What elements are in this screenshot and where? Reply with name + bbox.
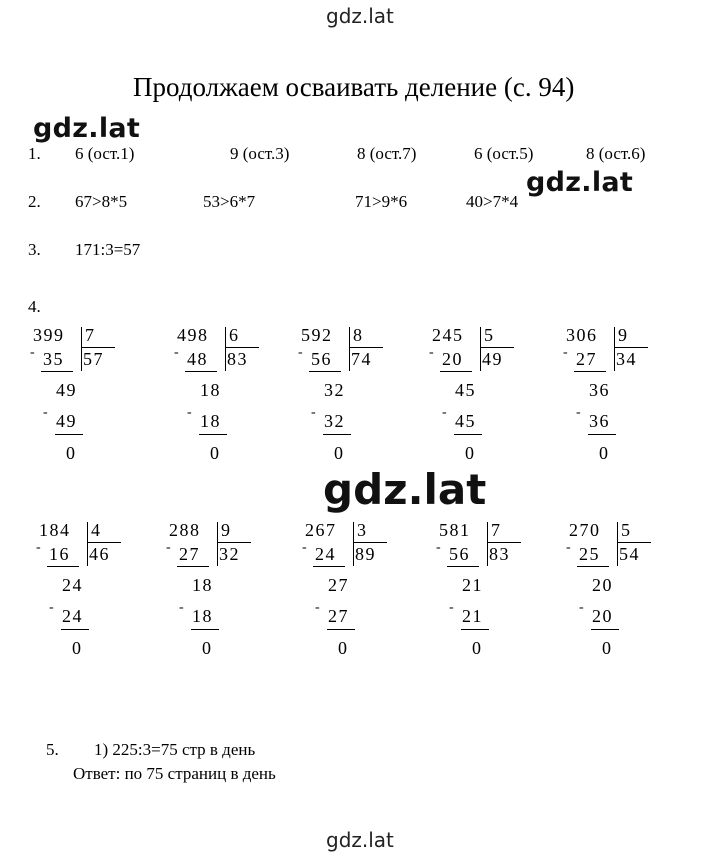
quotient: 54 (619, 544, 640, 564)
task3-text: 171:3=57 (75, 240, 141, 259)
divisor: 5 (484, 325, 495, 345)
divisor-bar (81, 327, 82, 371)
divisor-bar (480, 327, 481, 371)
minus-sign: - (179, 600, 184, 615)
dividend: 306 (566, 325, 598, 345)
subtraction-line (591, 629, 619, 630)
quotient-bar (225, 347, 259, 348)
divisor-bar (617, 522, 618, 566)
minus-sign: - (563, 345, 568, 360)
subtraction-line (327, 629, 355, 630)
remainder: 0 (72, 638, 83, 658)
subtrahend: 56 (449, 544, 470, 564)
partial-remainder: 18 (192, 575, 213, 595)
subtrahend: 27 (576, 349, 597, 369)
dividend: 267 (305, 520, 337, 540)
subtraction-line (55, 434, 83, 435)
task1-item: 8 (ост.7) (357, 144, 417, 163)
task2-item: 53>6*7 (203, 192, 256, 211)
task3-number: 3. (28, 240, 41, 259)
subtraction-line (309, 371, 341, 372)
minus-sign: - (187, 405, 192, 420)
subtrahend: 25 (579, 544, 600, 564)
subtraction-line (323, 434, 351, 435)
divisor-bar (614, 327, 615, 371)
quotient: 32 (219, 544, 240, 564)
watermark-left: gdz.lat (33, 113, 141, 144)
subtraction-line (447, 566, 479, 567)
quotient: 46 (89, 544, 110, 564)
divisor-bar (349, 327, 350, 371)
watermark-top: gdz.lat (326, 4, 394, 28)
minus-sign: - (43, 405, 48, 420)
partial-remainder: 49 (56, 380, 77, 400)
divisor: 4 (91, 520, 102, 540)
task4-number: 4. (28, 297, 41, 316)
subtraction-line (454, 434, 482, 435)
quotient: 34 (616, 349, 637, 369)
divisor: 8 (353, 325, 364, 345)
remainder: 0 (66, 443, 77, 463)
minus-sign: - (166, 540, 171, 555)
watermark-right: gdz.lat (526, 167, 634, 198)
quotient-bar (617, 542, 651, 543)
task2-item: 71>9*6 (355, 192, 408, 211)
quotient-bar (480, 347, 514, 348)
subtrahend: 45 (455, 411, 476, 431)
minus-sign: - (429, 345, 434, 360)
subtraction-line (47, 566, 79, 567)
quotient-bar (217, 542, 251, 543)
task5-number: 5. (46, 740, 59, 759)
divisor: 6 (229, 325, 240, 345)
quotient: 49 (482, 349, 503, 369)
quotient: 57 (83, 349, 104, 369)
dividend: 399 (33, 325, 65, 345)
long-division (436, 520, 529, 660)
subtrahend: 16 (49, 544, 70, 564)
quotient-bar (487, 542, 521, 543)
subtraction-line (61, 629, 89, 630)
subtrahend: 18 (200, 411, 221, 431)
divisor-bar (225, 327, 226, 371)
remainder: 0 (338, 638, 349, 658)
quotient: 74 (351, 349, 372, 369)
dividend: 245 (432, 325, 464, 345)
remainder: 0 (465, 443, 476, 463)
minus-sign: - (298, 345, 303, 360)
subtrahend: 20 (592, 606, 613, 626)
quotient-bar (614, 347, 648, 348)
task1-item: 9 (ост.3) (230, 144, 290, 163)
subtrahend: 27 (328, 606, 349, 626)
task1-item: 8 (ост.6) (586, 144, 646, 163)
remainder: 0 (210, 443, 221, 463)
subtraction-line (185, 371, 217, 372)
task2-item: 67>8*5 (75, 192, 128, 211)
divisor-bar (353, 522, 354, 566)
long-division (298, 325, 391, 465)
watermark-bottom: gdz.lat (326, 828, 394, 852)
quotient-bar (81, 347, 115, 348)
divisor: 7 (85, 325, 96, 345)
long-division (566, 520, 659, 660)
subtrahend: 56 (311, 349, 332, 369)
long-division (166, 520, 259, 660)
subtraction-line (313, 566, 345, 567)
quotient-bar (353, 542, 387, 543)
subtrahend: 18 (192, 606, 213, 626)
minus-sign: - (49, 600, 54, 615)
minus-sign: - (436, 540, 441, 555)
divisor: 7 (491, 520, 502, 540)
remainder: 0 (602, 638, 613, 658)
dividend: 498 (177, 325, 209, 345)
dividend: 592 (301, 325, 333, 345)
watermark-center: gdz.lat (323, 465, 487, 514)
quotient-bar (349, 347, 383, 348)
divisor: 3 (357, 520, 368, 540)
divisor: 9 (618, 325, 629, 345)
task5-answer: Ответ: по 75 страниц в день (73, 764, 276, 783)
task5-line1: 1) 225:3=75 стр в день (94, 740, 256, 759)
divisor: 5 (621, 520, 632, 540)
long-division (36, 520, 129, 660)
subtrahend: 49 (56, 411, 77, 431)
partial-remainder: 45 (455, 380, 476, 400)
divisor-bar (487, 522, 488, 566)
subtraction-line (574, 371, 606, 372)
minus-sign: - (442, 405, 447, 420)
divisor-bar (87, 522, 88, 566)
dividend: 184 (39, 520, 71, 540)
divisor: 9 (221, 520, 232, 540)
subtrahend: 20 (442, 349, 463, 369)
dividend: 581 (439, 520, 471, 540)
quotient-bar (87, 542, 121, 543)
minus-sign: - (311, 405, 316, 420)
subtrahend: 27 (179, 544, 200, 564)
subtrahend: 32 (324, 411, 345, 431)
partial-remainder: 20 (592, 575, 613, 595)
minus-sign: - (576, 405, 581, 420)
partial-remainder: 36 (589, 380, 610, 400)
dividend: 270 (569, 520, 601, 540)
remainder: 0 (202, 638, 213, 658)
subtrahend: 21 (462, 606, 483, 626)
minus-sign: - (315, 600, 320, 615)
partial-remainder: 18 (200, 380, 221, 400)
task2-item: 40>7*4 (466, 192, 519, 211)
minus-sign: - (566, 540, 571, 555)
subtraction-line (199, 434, 227, 435)
divisor-bar (217, 522, 218, 566)
partial-remainder: 32 (324, 380, 345, 400)
subtrahend: 36 (589, 411, 610, 431)
subtrahend: 35 (43, 349, 64, 369)
quotient: 83 (227, 349, 248, 369)
subtraction-line (177, 566, 209, 567)
task1-item: 6 (ост.1) (75, 144, 135, 163)
subtraction-line (440, 371, 472, 372)
long-division (563, 325, 656, 465)
task1-item: 6 (ост.5) (474, 144, 534, 163)
partial-remainder: 27 (328, 575, 349, 595)
long-division (174, 325, 267, 465)
long-division (302, 520, 395, 660)
minus-sign: - (36, 540, 41, 555)
minus-sign: - (449, 600, 454, 615)
subtraction-line (191, 629, 219, 630)
long-division (429, 325, 522, 465)
quotient: 89 (355, 544, 376, 564)
remainder: 0 (599, 443, 610, 463)
quotient: 83 (489, 544, 510, 564)
dividend: 288 (169, 520, 201, 540)
subtraction-line (588, 434, 616, 435)
partial-remainder: 24 (62, 575, 83, 595)
subtraction-line (41, 371, 73, 372)
minus-sign: - (30, 345, 35, 360)
subtraction-line (577, 566, 609, 567)
minus-sign: - (174, 345, 179, 360)
minus-sign: - (579, 600, 584, 615)
subtraction-line (461, 629, 489, 630)
page-title: Продолжаем осваивать деление (с. 94) (133, 72, 575, 102)
remainder: 0 (472, 638, 483, 658)
subtrahend: 48 (187, 349, 208, 369)
subtrahend: 24 (315, 544, 336, 564)
long-division (30, 325, 123, 465)
partial-remainder: 21 (462, 575, 483, 595)
remainder: 0 (334, 443, 345, 463)
subtrahend: 24 (62, 606, 83, 626)
minus-sign: - (302, 540, 307, 555)
task2-number: 2. (28, 192, 41, 211)
task1-number: 1. (28, 144, 41, 163)
